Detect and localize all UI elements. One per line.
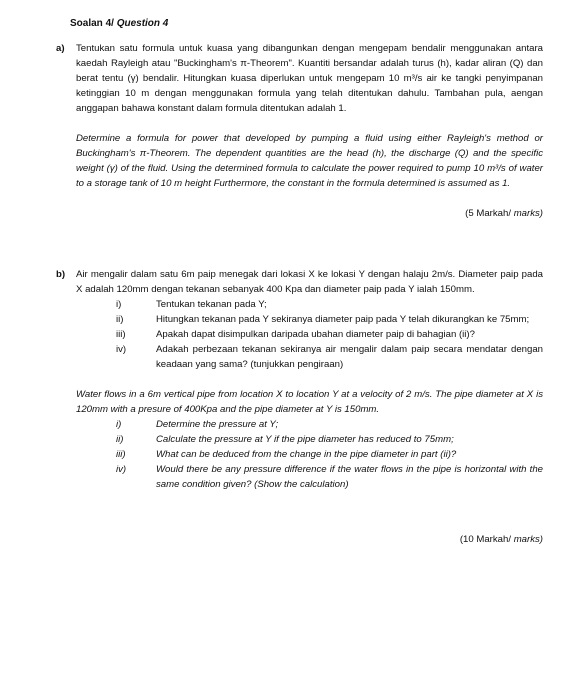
marks-a-english: marks) (513, 208, 543, 219)
heading-english: Question 4 (116, 18, 169, 29)
marks-b-malay: (10 Markah/ (459, 534, 514, 545)
heading-malay: Soalan 4/ (70, 18, 117, 29)
marks-b-english: marks) (513, 534, 543, 545)
list-item: iii) What can be deduced from the change in the pipe diameter in part (ii)? (116, 449, 457, 460)
question-b-malay: Air mengalir dalam satu 6m paip menegak dari lokasi X ke lokasi Y dengan halaju 2m/s. Diameter paip pada X adalah 120mm dengan tekanan sebanyak 400 Kpa dan diameter paip pada Y ialah 150mm. (76, 269, 543, 295)
list-item: ii) Calculate the pressure at Y if the pipe diameter has reduced to 75mm; (116, 434, 454, 445)
list-item: iv) Would there be any pressure difference if the water flows in the pipe is horizontal with the same condition given? (Show the calculation) (116, 464, 543, 490)
list-item: ii) Hitungkan tekanan pada Y sekiranya diameter paip pada Y telah dikurangkan ke 75mm; (116, 314, 530, 325)
list-item: iii) Apakah dapat disimpulkan daripada ubahan diameter paip di bahagian (ii)? (116, 329, 475, 340)
marks-a-malay: (5 Markah/ (465, 208, 514, 219)
question-b-marks (70, 532, 543, 547)
list-item: i) Tentukan tekanan pada Y; (116, 299, 267, 310)
question-b (56, 267, 543, 547)
question-b-label: b) (56, 269, 66, 280)
question-heading (70, 16, 543, 31)
question-b-english-items (76, 417, 543, 492)
question-a-marks (70, 206, 543, 221)
question-a-malay: Tentukan satu formula untuk kuasa yang dibangunkan dengan mengepam bendalir menggunakan antara kaedah Rayleigh atau "Buckingham's π-Theorem". Kuantiti bersandar adalah turus (h), kadar aliran (Q) dan berat tentu (γ) bendalir. Hitungkan kuasa diperlukan untuk mengepam 10 m³/s air ke tangki penyimpanan ketinggian 10 m dengan menggunakan formula yang telah ditentukan dahulu. Tambahan pula, aengan anggapan bahawa konstant dalam formula ditentukan adalah 1. (76, 43, 543, 114)
question-a (56, 41, 543, 221)
question-b-malay-items (76, 297, 543, 372)
question-b-english: Water flows in a 6m vertical pipe from location X to location Y at a velocity of 2 m/s. The pipe diameter at X is 120mm with a presure of 400Kpa and the pipe diameter at Y is 150mm. (76, 389, 543, 415)
list-item: iv) Adakah perbezaan tekanan sekiranya air mengalir dalam paip secara mendatar dengan keadaan yang sama? (tunjukkan pengiraan) (116, 344, 543, 370)
question-a-label: a) (56, 43, 65, 54)
question-a-english: Determine a formula for power that developed by pumping a fluid using either Rayleigh's method or Buckingham's π-Theorem. The dependent quantities are the head (h), the discharge (Q) and the specific weight (γ) of the fluid. Using the determined formula to calculate the power required to pump 10 m³/s of water to a storage tank of 10 m height Furthermore, the constant in the formula determined is assumed as 1. (76, 133, 543, 189)
list-item: i) Determine the pressure at Y; (116, 419, 279, 430)
